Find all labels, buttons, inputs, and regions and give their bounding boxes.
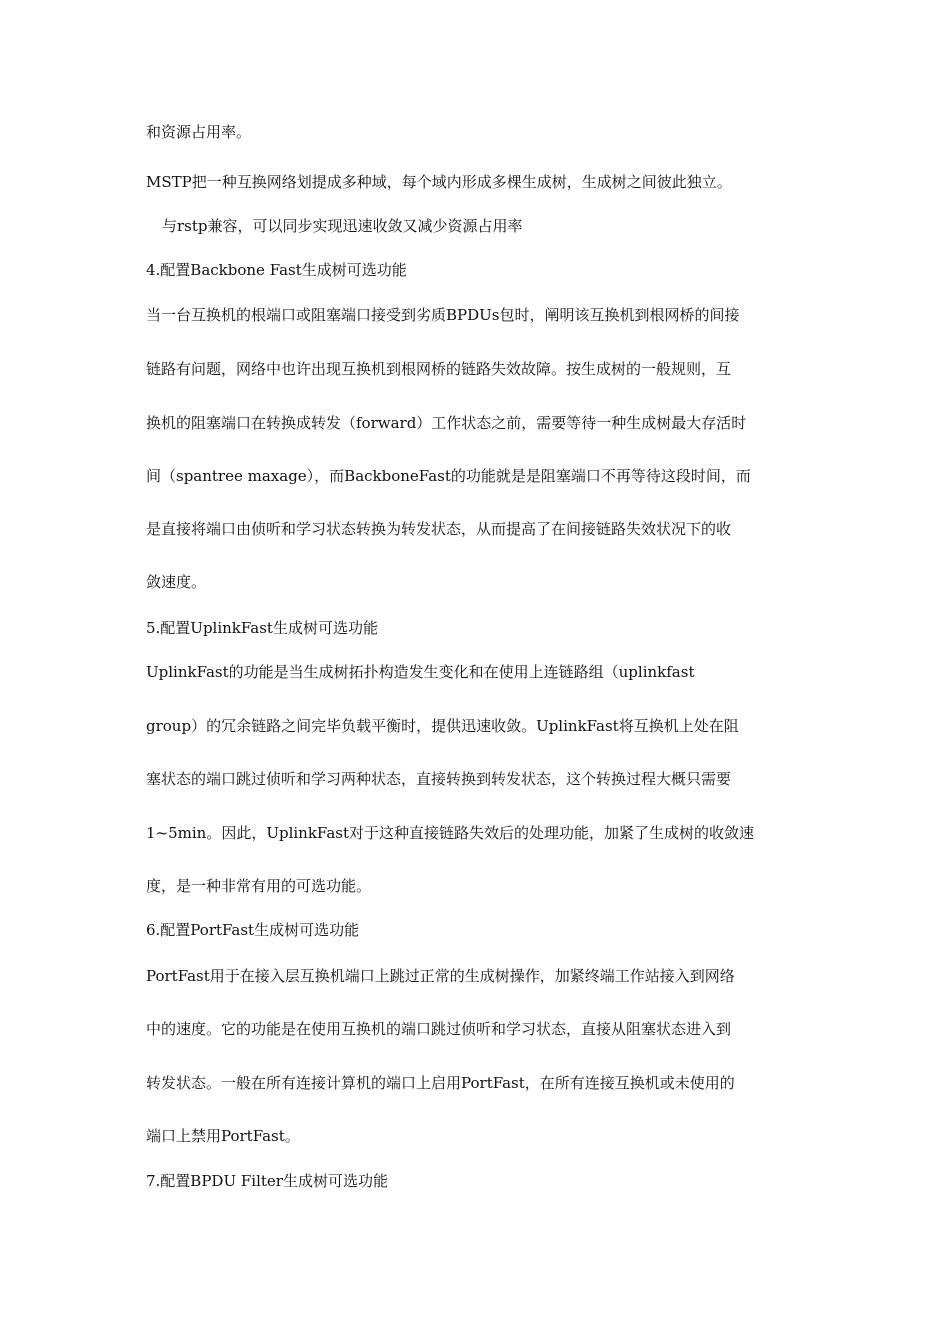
text-line-8: 间（spantree maxage），而BackboneFast的功能就是是阻塞端口不再等待这段时间，而	[146, 467, 751, 485]
text-line-1: 和资源占用率。	[146, 123, 252, 141]
text-line-2: MSTP把一种互换网络划提成多种域，每个域内形成多棵生成树，生成树之间彼此独立。	[146, 173, 732, 191]
text-line-3: 与rstp兼容，可以同步实现迅速收敛又减少资源占用率	[162, 217, 523, 235]
text-line-10: 敛速度。	[146, 573, 207, 591]
text-line-7: 换机的阻塞端口在转换成转发（forward）工作状态之前，需要等待一种生成树最大存活时	[146, 414, 747, 432]
text-line-6: 链路有问题，网络中也许出现互换机到根网桥的链路失效故障。按生成树的一般规则，互	[146, 360, 732, 378]
section-heading-4: 4.配置Backbone Fast生成树可选功能	[146, 261, 407, 279]
text-line-14: 塞状态的端口跳过侦听和学习两种状态，直接转换到转发状态，这个转换过程大概只需要	[146, 770, 732, 788]
text-line-12: UplinkFast的功能是当生成树拓扑构造发生变化和在使用上连链路组（uplinkfast	[146, 663, 695, 681]
text-line-20: 转发状态。一般在所有连接计算机的端口上启用PortFast，在所有连接互换机或未使用的	[146, 1074, 735, 1092]
text-line-16: 度，是一种非常有用的可选功能。	[146, 877, 372, 895]
text-line-13: group）的冗余链路之间完毕负载平衡时，提供迅速收敛。UplinkFast将互换机上处在阻	[146, 717, 739, 735]
text-line-19: 中的速度。它的功能是在使用互换机的端口跳过侦听和学习状态，直接从阻塞状态进入到	[146, 1020, 732, 1038]
section-heading-6: 6.配置PortFast生成树可选功能	[146, 921, 360, 939]
text-line-21: 端口上禁用PortFast。	[146, 1127, 300, 1145]
section-heading-5: 5.配置UplinkFast生成树可选功能	[146, 619, 378, 637]
text-line-18: PortFast用于在接入层互换机端口上跳过正常的生成树操作，加紧终端工作站接入到网络	[146, 967, 735, 985]
text-line-5: 当一台互换机的根端口或阻塞端口接受到劣质BPDUs包时，阐明该互换机到根网桥的间接	[146, 306, 740, 324]
section-heading-7: 7.配置BPDU Filter生成树可选功能	[146, 1172, 388, 1190]
text-line-9: 是直接将端口由侦听和学习状态转换为转发状态，从而提高了在间接链路失效状况下的收	[146, 520, 732, 538]
text-line-15: 1~5min。因此，UplinkFast对于这种直接链路失效后的处理功能，加紧了生成树的收敛速	[146, 824, 754, 842]
